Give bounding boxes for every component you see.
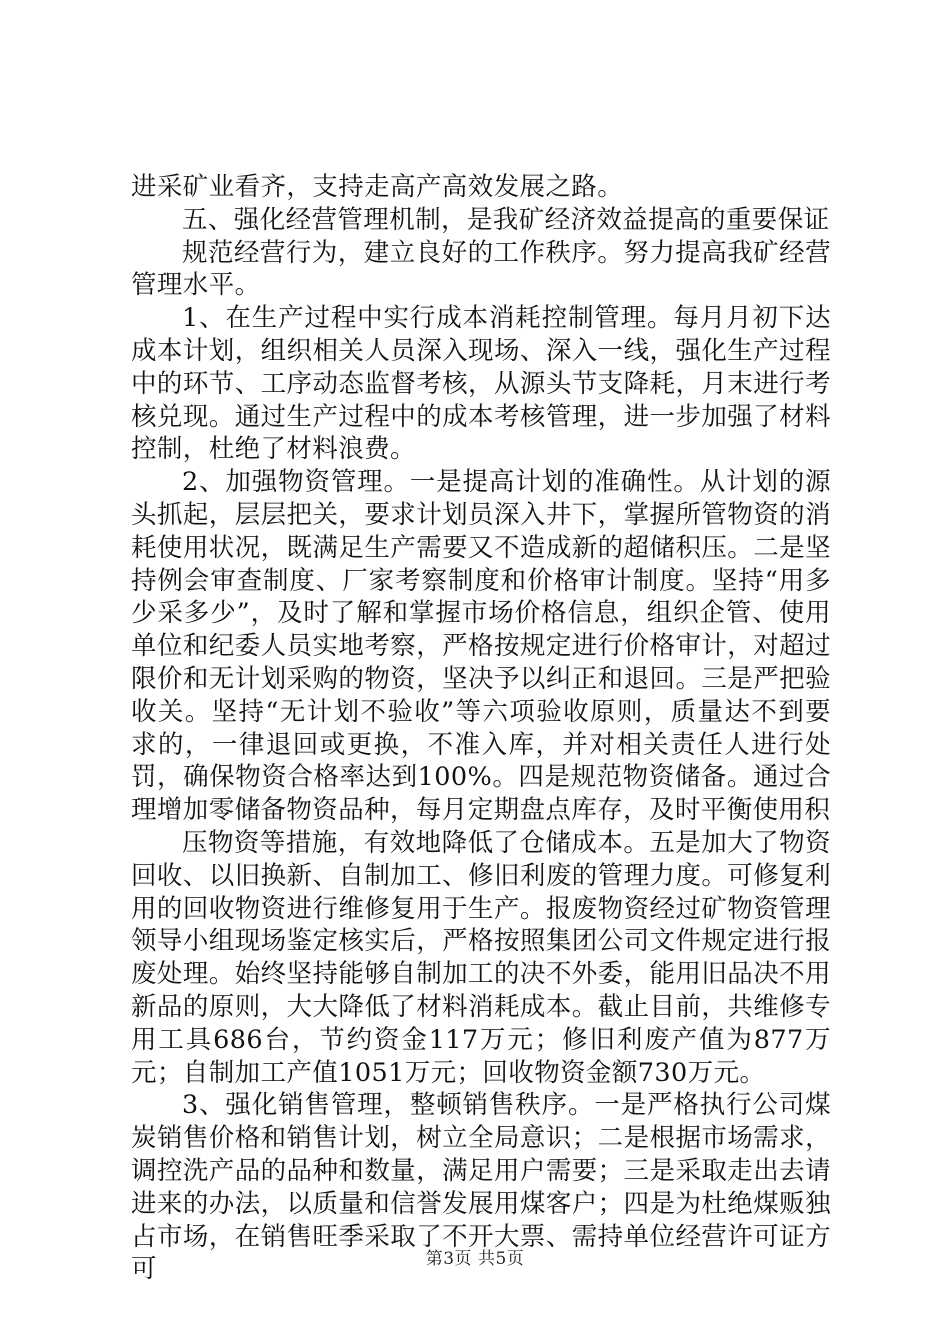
document-body bbox=[131, 171, 831, 1286]
page-footer bbox=[0, 1244, 950, 1269]
paragraph-item-3: 3、强化销售管理，整顿销售秩序。一是严格执行公司煤炭销售价格和销售计划，树立全局意识；二是根据市场需求，调控洗产品的品种和数量，满足用户需要；三是采取走出去请进来的办法，以质量和信誉发展用煤客户；四是为杜绝煤贩独占市场，在销售旺季采取了不开大票、需持单位经营许可证方可 bbox=[131, 1090, 831, 1285]
section-heading-five: 五、强化经营管理机制，是我矿经济效益提高的重要保证 bbox=[182, 204, 830, 235]
paragraph-item-1: 1、在生产过程中实行成本消耗控制管理。每月月初下达成本计划，组织相关人员深入现场、深入一线，强化生产过程中的环节、工序动态监督考核，从源头节支降耗，月末进行考核兑现。通过生产过程中的成本考核管理，进一步加强了材料控制，杜绝了材料浪费。 bbox=[131, 303, 831, 465]
paragraph-intro: 规范经营行为，建立良好的工作秩序。努力提高我矿经营管理水平。 bbox=[131, 237, 831, 301]
paragraph-item-2: 2、加强物资管理。一是提高计划的准确性。从计划的源头抓起，层层把关，要求计划员深入井下，掌握所管物资的消耗使用状况，既满足生产需要又不造成新的超储积压。二是坚持例会审查制度、厂家考察制度和价格审计制度。坚持“用多少采多少”，及时了解和掌握市场价格信息，组织企管、使用单位和纪委人员实地考察，严格按规定进行价格审计，对超过限价和无计划采购的物资，坚决予以纠正和退回。三是严把验收关。坚持“无计划不验收”等六项验收原则，质量达不到要求的，一律退回或更换，不准入库，并对相关责任人进行处罚，确保物资合格率达到100%。四是规范物资储备。通过合理增加零储备物资品种，每月定期盘点库存，及时平衡使用积 bbox=[131, 467, 831, 826]
page-number: 第3页 共5页 bbox=[425, 1249, 525, 1269]
paragraph-item-2-continued: 压物资等措施，有效地降低了仓储成本。五是加大了物资回收、以旧换新、自制加工、修旧利废的管理力度。可修复利用的回收物资进行维修复用于生产。报废物资经过矿物资管理领导小组现场鉴定核实后，严格按照集团公司文件规定进行报废处理。始终坚持能够自制加工的决不外委，能用旧品决不用新品的原则，大大降低了材料消耗成本。截止目前，共维修专用工具686台，节约资金117万元；修旧利废产值为877万元；自制加工产值1051万元；回收物资金额730万元。 bbox=[131, 827, 831, 1088]
paragraph-continuation: 进采矿业看齐，支持走高产高效发展之路。 bbox=[131, 172, 624, 202]
